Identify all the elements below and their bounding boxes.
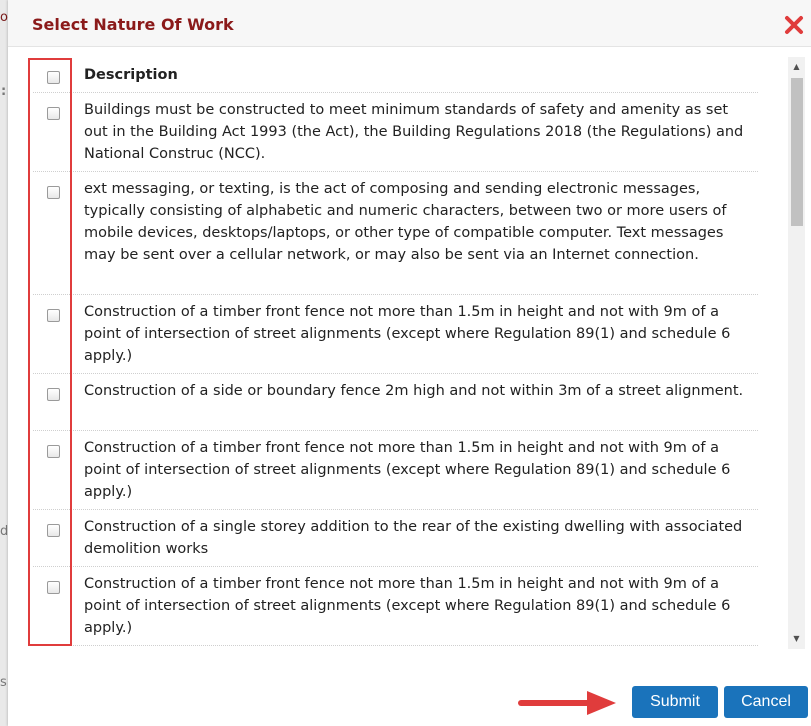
row-checkbox[interactable] bbox=[47, 388, 60, 401]
row-description: Construction of a timber front fence not more than 1.5m in height and not with 9m of a point of intersection of street alignments (except where Regulation 89(1) and schedule 6 apply.) bbox=[84, 576, 731, 636]
row-description: Construction of a side or boundary fence 2m high and not within 3m of a street alignment. bbox=[84, 383, 744, 399]
vertical-scrollbar[interactable] bbox=[788, 57, 805, 649]
row-checkbox[interactable] bbox=[47, 107, 60, 120]
dialog-title: Select Nature Of Work bbox=[32, 15, 234, 34]
background-fragment-top: o bbox=[0, 10, 8, 25]
row-description: Buildings must be constructed to meet minimum standards of safety and amenity as set out in the Building Act 1993 (the Act), the Building Regulations 2018 (the Regulations) and National Construc (NCC). bbox=[84, 102, 744, 162]
description-column-header: Description bbox=[84, 67, 178, 83]
row-description: Construction of a timber front fence not more than 1.5m in height and not with 9m of a point of intersection of street alignments (except where Regulation 89(1) and schedule 6 apply.) bbox=[84, 304, 731, 364]
row-description: ext messaging, or texting, is the act of composing and sending electronic messages, typically consisting of alphabetic and numeric characters, between two or more users of mobile devices, desktops/laptops, or other type of compatible computer. Text messages may be sent over a cellular network, or may also be sent via an Internet connection. bbox=[84, 181, 727, 263]
row-checkbox[interactable] bbox=[47, 309, 60, 322]
cancel-button[interactable]: Cancel bbox=[724, 686, 808, 718]
background-fragment-colon: : bbox=[1, 84, 7, 99]
annotation-arrow-icon bbox=[517, 690, 617, 716]
scroll-down-icon[interactable]: ▼ bbox=[793, 634, 800, 643]
close-icon[interactable] bbox=[784, 15, 804, 35]
row-checkbox[interactable] bbox=[47, 186, 60, 199]
row-checkbox[interactable] bbox=[47, 524, 60, 537]
dialog-header bbox=[8, 0, 811, 47]
select-nature-of-work-dialog bbox=[8, 0, 811, 726]
row-checkbox[interactable] bbox=[47, 445, 60, 458]
scrollbar-thumb[interactable] bbox=[791, 78, 803, 226]
row-description: Construction of a timber front fence not more than 1.5m in height and not with 9m of a point of intersection of street alignments (except where Regulation 89(1) and schedule 6 apply.) bbox=[84, 440, 731, 500]
background-fragment-d: d bbox=[0, 524, 9, 539]
select-all-checkbox[interactable] bbox=[47, 71, 60, 84]
row-checkbox[interactable] bbox=[47, 581, 60, 594]
row-description: Construction of a single storey addition to the rear of the existing dwelling with associated demolition works bbox=[84, 519, 743, 557]
background-fragment-s: s bbox=[0, 675, 7, 690]
table-header-row bbox=[33, 55, 758, 93]
table-row bbox=[33, 172, 758, 295]
scroll-up-icon[interactable]: ▲ bbox=[793, 62, 800, 71]
table-row bbox=[33, 93, 758, 172]
table-row bbox=[33, 431, 758, 510]
table-row bbox=[33, 567, 758, 646]
table-row bbox=[33, 295, 758, 374]
description-list[interactable] bbox=[8, 55, 811, 650]
table-row bbox=[33, 374, 758, 431]
table-row bbox=[33, 510, 758, 567]
submit-button[interactable]: Submit bbox=[632, 686, 718, 718]
